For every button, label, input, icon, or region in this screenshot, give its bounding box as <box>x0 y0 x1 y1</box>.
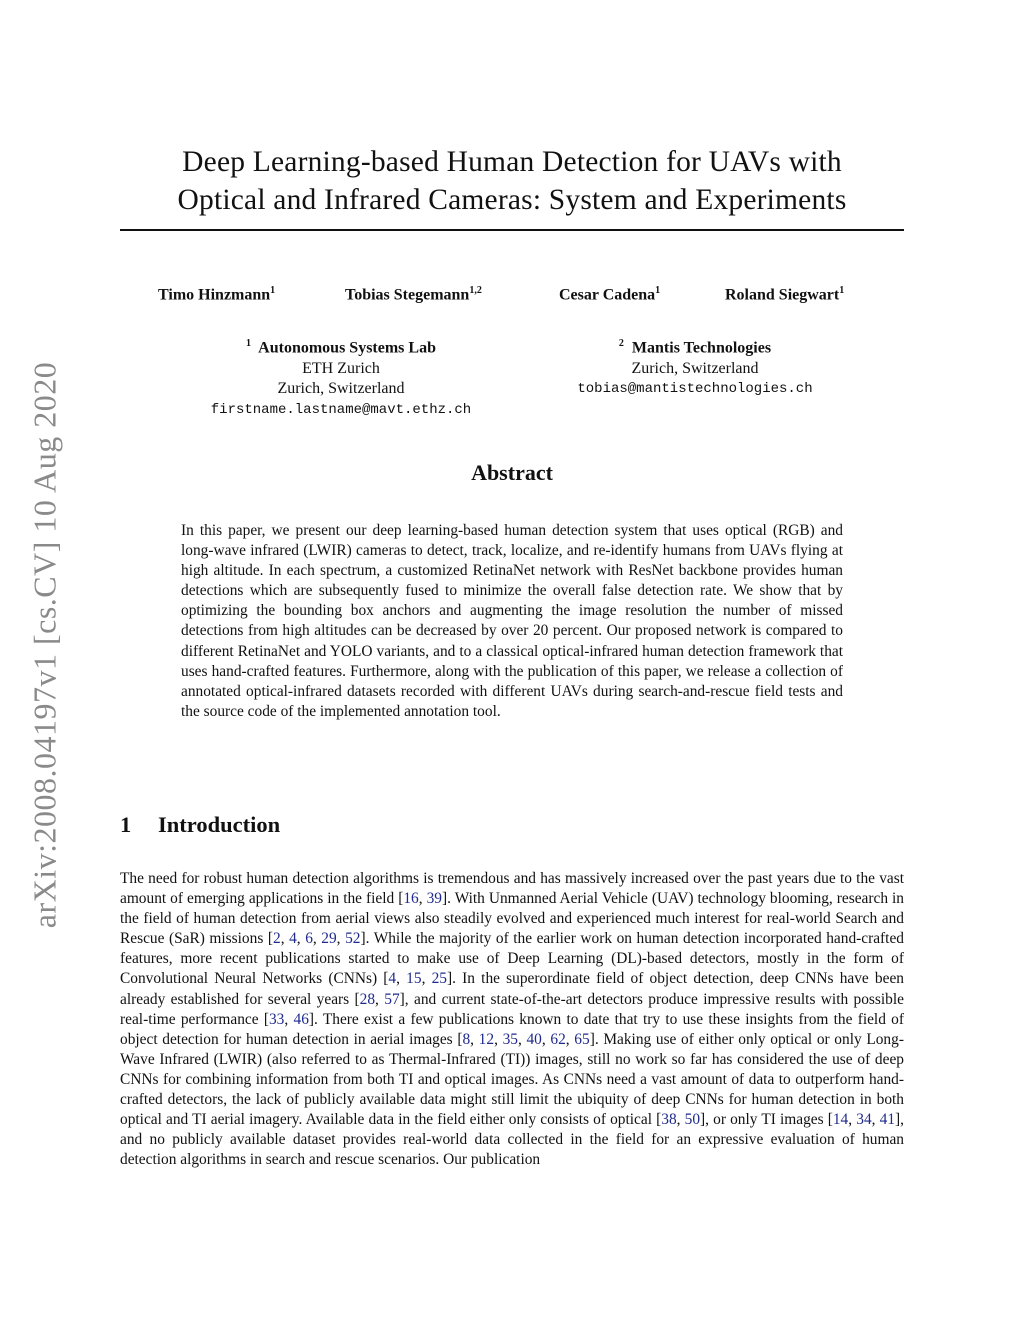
citation-link[interactable]: 62 <box>550 1030 566 1048</box>
citation-link[interactable]: 14 <box>832 1111 849 1129</box>
citation-link[interactable]: 4 <box>388 970 397 988</box>
citation-link[interactable]: 38 <box>661 1111 677 1129</box>
citation-link[interactable]: 40 <box>526 1030 542 1048</box>
citation-link[interactable]: 12 <box>478 1030 495 1048</box>
citation-link[interactable]: 4 <box>289 930 297 948</box>
citation-link[interactable]: 39 <box>426 890 442 908</box>
citation-link[interactable]: 29 <box>321 930 337 948</box>
title-line-2: Optical and Infrared Cameras: System and Experiments <box>177 184 847 216</box>
author: Tobias Stegemann$^{1,2}$ <box>345 285 482 304</box>
arxiv-stamp: arXiv:2008.04197v1 [cs.CV] 10 Aug 2020 <box>26 361 63 929</box>
citation-link[interactable]: 65 <box>574 1030 590 1048</box>
section-heading: 1 Introduction <box>120 812 281 837</box>
citation-link[interactable]: 41 <box>879 1111 896 1129</box>
citation-link[interactable]: 15 <box>406 970 422 988</box>
author: Timo Hinzmann$^1$ <box>158 285 276 304</box>
citation-link[interactable]: 46 <box>293 1010 309 1028</box>
title-line-1: Deep Learning-based Human Detection for UAVs with <box>182 146 842 178</box>
citation-link[interactable]: 35 <box>502 1030 518 1048</box>
citation-link[interactable]: 8 <box>462 1030 471 1048</box>
email[interactable]: tobias@mantistechnologies.ch <box>577 381 813 398</box>
abstract-heading: Abstract <box>471 460 553 485</box>
introduction-text: The need for robust human detection algorithms is tremendous and has massively increased over the past years due to the vast amount of emerging applications in the field [16, 39]. With Unmanned Aerial Vehicle (UAV) technology blooming, research in the field of human detection from aerial views also steadily evolved and experienced much interest for real-world Search and Rescue (SaR) missions [2, 4, 6, 29, 52]. While the majority of the earlier work on human detection incorporated hand-crafted features, more recent publications started to make use of Deep Learning (DL)-based detectors, mostly in the form of Convolutional Neural Networks (CNNs) [4, 15, 25]. In the superordinate field of object detection, deep CNNs have been already established for several years [28, 57], and current state-of-the-art detectors produce impressive results with possible real-time performance [33, 46]. There exist a few publications known to date that try to use these insights from the field of object detection for human detection in aerial images [8, 12, 35, 40, 62, 65]. Making use of either only optical or only Long-Wave Infrared (LWIR) (also referred to as Thermal-Infrared (TI)) images, still no work so far has considered the use of deep CNNs for combining information from both TI and optical images. As CNNs need a vast amount of data to outperform hand-crafted detectors, the lack of publicly available data might still limit the ubiquity of deep CNNs for human detection in both optical and TI aerial imagery. Available data in the field either only consists of optical [38, 50], or only TI images [14, 34, 41], and no publicly available dataset provides real-world data collected in the field for an expressive evaluation of human detection algorithms in search and rescue scenarios. Our publication <box>120 870 905 1169</box>
affiliation-2: $^2$ Mantis Technologies Zurich, Switzerland tobias@mantistechnologies.ch <box>515 334 875 400</box>
citation-link[interactable]: 6 <box>305 930 313 948</box>
citation-link[interactable]: 33 <box>268 1010 285 1028</box>
author: Cesar Cadena$^1$ <box>559 285 661 304</box>
citation-link[interactable]: 16 <box>403 890 419 908</box>
title-rule <box>120 229 904 231</box>
citation-link[interactable]: 57 <box>384 990 400 1008</box>
abstract-text: In this paper, we present our deep learning-based human detection system that uses optical (RGB) and long-wave infrared (LWIR) cameras to detect, track, localize, and re-identify humans from UAVs flying at high altitude. In each spectrum, a customized RetinaNet network with ResNet backbone provides human detections which are subsequently fused to minimize the overall false detection rate. We show that by optimizing the bounding box anchors and augmenting the image resolution the number of missed detections from high altitudes can be decreased by over 20 percent. Our proposed network is compared to different RetinaNet and YOLO variants, and to a classical optical-infrared human detection framework that uses hand-crafted features. Furthermore, along with the publication of this paper, we release a collection of annotated optical-infrared datasets recorded with different UAVs during search-and-rescue field tests and the source code of the implemented annotation tool. <box>181 522 843 720</box>
citation-link[interactable]: 52 <box>345 930 361 948</box>
email[interactable]: firstname.lastname@mavt.ethz.ch <box>210 401 472 418</box>
citation-link[interactable]: 28 <box>359 990 376 1008</box>
citation-link[interactable]: 2 <box>273 930 281 948</box>
citation-link[interactable]: 34 <box>856 1111 872 1129</box>
citation-link[interactable]: 50 <box>684 1111 701 1129</box>
author: Roland Siegwart$^1$ <box>725 285 845 304</box>
paper-title <box>120 143 904 219</box>
citation-link[interactable]: 25 <box>431 970 447 988</box>
affiliation-1: $^1$ Autonomous Systems Lab ETH Zurich Zurich, Switzerland firstname.lastname@mavt.ethz.ch <box>161 334 521 420</box>
